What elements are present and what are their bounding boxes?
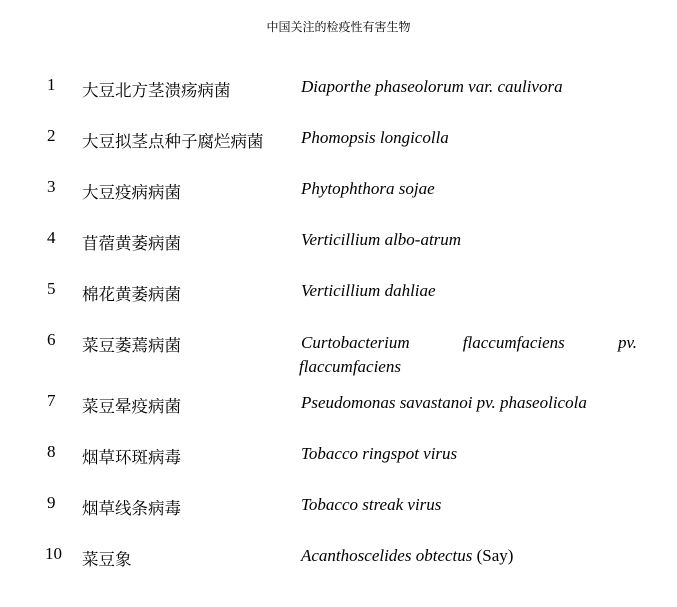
item-number: 4 — [47, 228, 56, 247]
latin-name — [301, 331, 637, 379]
list-item — [0, 229, 677, 280]
latin-word: flaccumfaciens — [462, 333, 565, 352]
list-item — [0, 545, 677, 596]
latin-name — [301, 545, 637, 567]
latin-name-line2: flaccumfaciens — [299, 357, 401, 376]
chinese-name: 大豆北方茎溃疡病菌 — [82, 81, 231, 100]
latin-name: Tobacco ringspot virus — [301, 444, 458, 463]
list-item — [0, 331, 677, 382]
item-number: 5 — [47, 279, 56, 298]
latin-binomial: Acanthoscelides obtectus — [301, 546, 473, 565]
latin-authority: (Say) — [476, 546, 514, 565]
chinese-name: 烟草环斑病毒 — [82, 448, 181, 467]
latin-name-line1 — [301, 331, 637, 355]
item-number: 7 — [47, 391, 56, 410]
latin-name: Pseudomonas savastanoi pv. phaseolicola — [301, 393, 587, 412]
item-number: 10 — [45, 544, 62, 563]
item-number: 9 — [47, 493, 56, 512]
latin-name: Verticillium dahliae — [301, 281, 436, 300]
item-number: 6 — [47, 330, 56, 349]
item-number: 2 — [47, 126, 56, 145]
chinese-name: 菜豆象 — [82, 550, 132, 569]
latin-name: Phomopsis longicolla — [301, 128, 449, 147]
chinese-name: 苜蓿黄萎病菌 — [82, 234, 181, 253]
chinese-name: 大豆拟茎点种子腐烂病菌 — [82, 132, 264, 151]
latin-name: Phytophthora sojae — [301, 179, 435, 198]
list-item — [0, 76, 677, 127]
item-number: 8 — [47, 442, 56, 461]
chinese-name: 菜豆晕疫病菌 — [82, 397, 181, 416]
chinese-name: 棉花黄萎病菌 — [82, 285, 181, 304]
chinese-name: 大豆疫病病菌 — [82, 183, 181, 202]
list-item — [0, 494, 677, 545]
list-item — [0, 280, 677, 331]
item-number: 3 — [47, 177, 56, 196]
latin-word: Curtobacterium — [301, 333, 410, 352]
list-item — [0, 127, 677, 178]
latin-name: Verticillium albo-atrum — [301, 230, 462, 249]
chinese-name: 烟草线条病毒 — [82, 499, 181, 518]
item-number: 1 — [47, 75, 56, 94]
list-item — [0, 178, 677, 229]
latin-name: Tobacco streak virus — [301, 495, 442, 514]
latin-name: Diaporthe phaseolorum var. caulivora — [301, 77, 563, 96]
latin-word: pv. — [617, 333, 637, 352]
list-item — [0, 443, 677, 494]
document-title: 中国关注的检疫性有害生物 — [266, 20, 411, 34]
chinese-name: 菜豆萎蔫病菌 — [82, 336, 181, 355]
list-item — [0, 392, 677, 443]
